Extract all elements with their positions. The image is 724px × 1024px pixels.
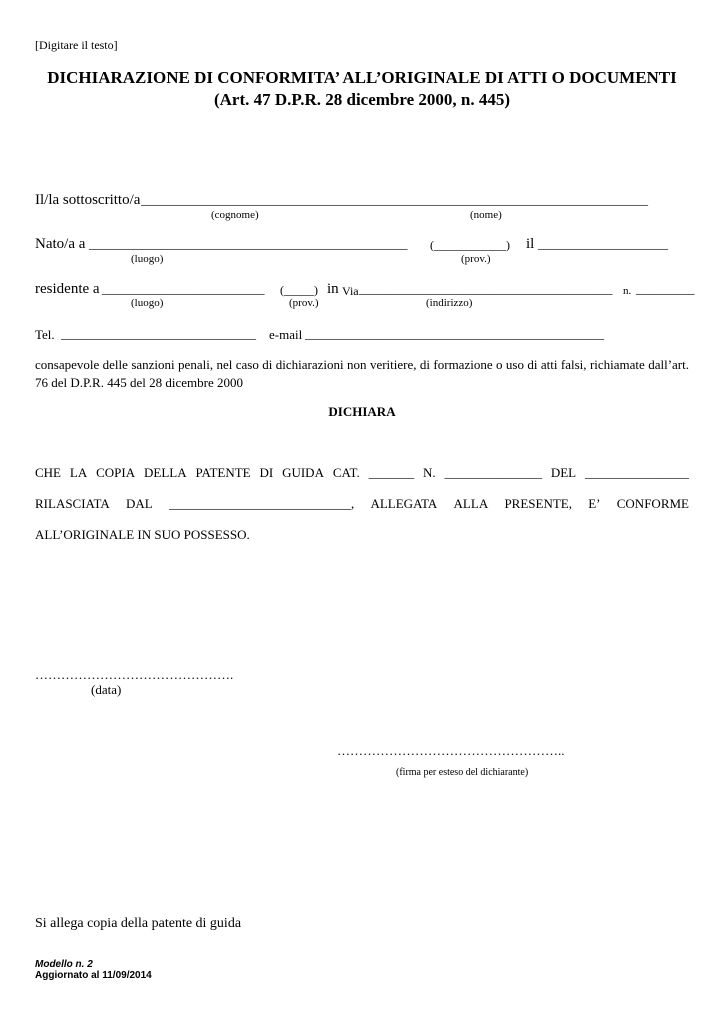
nato-prov-field[interactable]: (____________) — [430, 238, 510, 252]
declaration-word: DELLA — [143, 465, 187, 480]
nato-label: Nato/a a — [35, 236, 86, 252]
declaration-line-3: ALL’ORIGINALE IN SUO POSSESSO. — [35, 527, 250, 542]
civico-field[interactable]: _________ — [636, 281, 695, 296]
signature-field[interactable]: …………………………………………….. — [337, 743, 565, 758]
residente-luogo-caption: (luogo) — [131, 297, 164, 309]
date-field[interactable]: ………………………………………. — [35, 667, 234, 682]
declaration-word: CAT. — [332, 465, 360, 480]
declaration-word: PATENTE — [195, 465, 251, 480]
declaration-line-1 — [35, 465, 689, 481]
declaration-word: CONFORME — [616, 496, 689, 511]
document-subtitle: (Art. 47 D.P.R. 28 dicembre 2000, n. 445) — [213, 90, 511, 109]
model-number: Modello n. 2 — [35, 959, 93, 970]
categoria-field[interactable]: _______ — [368, 465, 415, 480]
via-field[interactable]: _______________________________________ — [359, 281, 613, 296]
residente-luogo-field[interactable]: _________________________ — [102, 281, 265, 296]
tel-label: Tel. — [35, 327, 55, 342]
declaration-word: DI — [259, 465, 274, 480]
residente-prov-field[interactable]: (_____) — [280, 283, 318, 297]
declaration-word: PRESENTE, — [504, 496, 572, 511]
via-label: Via — [342, 284, 359, 298]
attachment-note: Si allega copia della patente di guida — [35, 916, 242, 931]
rilasciata-dal-field[interactable]: ____________________________, — [168, 496, 355, 511]
declaration-word: E’ — [588, 496, 601, 511]
email-label: e-mail — [269, 327, 303, 342]
declaration-word: COPIA — [96, 465, 136, 480]
document-title: DICHIARAZIONE DI CONFORMITA’ ALL’ORIGINALE DI ATTI O DOCUMENTI — [47, 68, 677, 87]
numero-patente-field[interactable]: _______________ — [444, 465, 542, 480]
il-label: il — [526, 236, 535, 252]
email-field[interactable]: ______________________________________________ — [305, 326, 604, 341]
residente-prov-caption: (prov.) — [289, 297, 319, 309]
nato-luogo-caption: (luogo) — [131, 253, 164, 265]
nato-prov-caption: (prov.) — [461, 253, 491, 265]
declaration-word: LA — [69, 465, 88, 480]
signature-caption: (firma per esteso del dichiarante) — [396, 767, 529, 778]
declaration-word: ALLEGATA — [370, 496, 438, 511]
dichiara-heading: DICHIARA — [328, 404, 396, 419]
last-updated: Aggiornato al 11/09/2014 — [35, 970, 152, 981]
consapevole-paragraph: consapevole delle sanzioni penali, nel caso di dichiarazioni non veritiere, di formazione o uso di atti falsi, richiamate dall’art. 76 del D.P.R. 445 del 28 dicembre 2000 — [35, 357, 689, 390]
nato-data-field[interactable]: ____________________ — [538, 236, 668, 251]
civico-label: n. — [623, 285, 632, 297]
indirizzo-caption: (indirizzo) — [426, 297, 473, 309]
declaration-word: DAL — [126, 496, 153, 511]
sottoscritto-field[interactable]: ______________________________________________________________________________ — [141, 192, 648, 207]
declaration-word: N. — [422, 465, 436, 480]
declaration-word: CHE — [35, 465, 61, 480]
nome-caption: (nome) — [470, 209, 502, 221]
declaration-word: GUIDA — [282, 465, 324, 480]
date-caption: (data) — [91, 682, 122, 697]
declaration-line-2 — [35, 496, 689, 512]
tel-field[interactable]: ______________________________ — [61, 326, 256, 341]
in-label: in — [327, 281, 339, 297]
nato-luogo-field[interactable]: _________________________________________________ — [89, 236, 408, 251]
data-rilascio-field[interactable]: ________________ — [585, 465, 689, 480]
header-placeholder[interactable]: [Digitare il testo] — [35, 38, 118, 52]
declaration-word: RILASCIATA — [35, 496, 110, 511]
residente-label: residente a — [35, 281, 100, 297]
cognome-caption: (cognome) — [211, 209, 259, 221]
declaration-word: DEL — [550, 465, 577, 480]
sottoscritto-label: Il/la sottoscritto/a — [35, 192, 141, 208]
declaration-word: ALLA — [453, 496, 489, 511]
